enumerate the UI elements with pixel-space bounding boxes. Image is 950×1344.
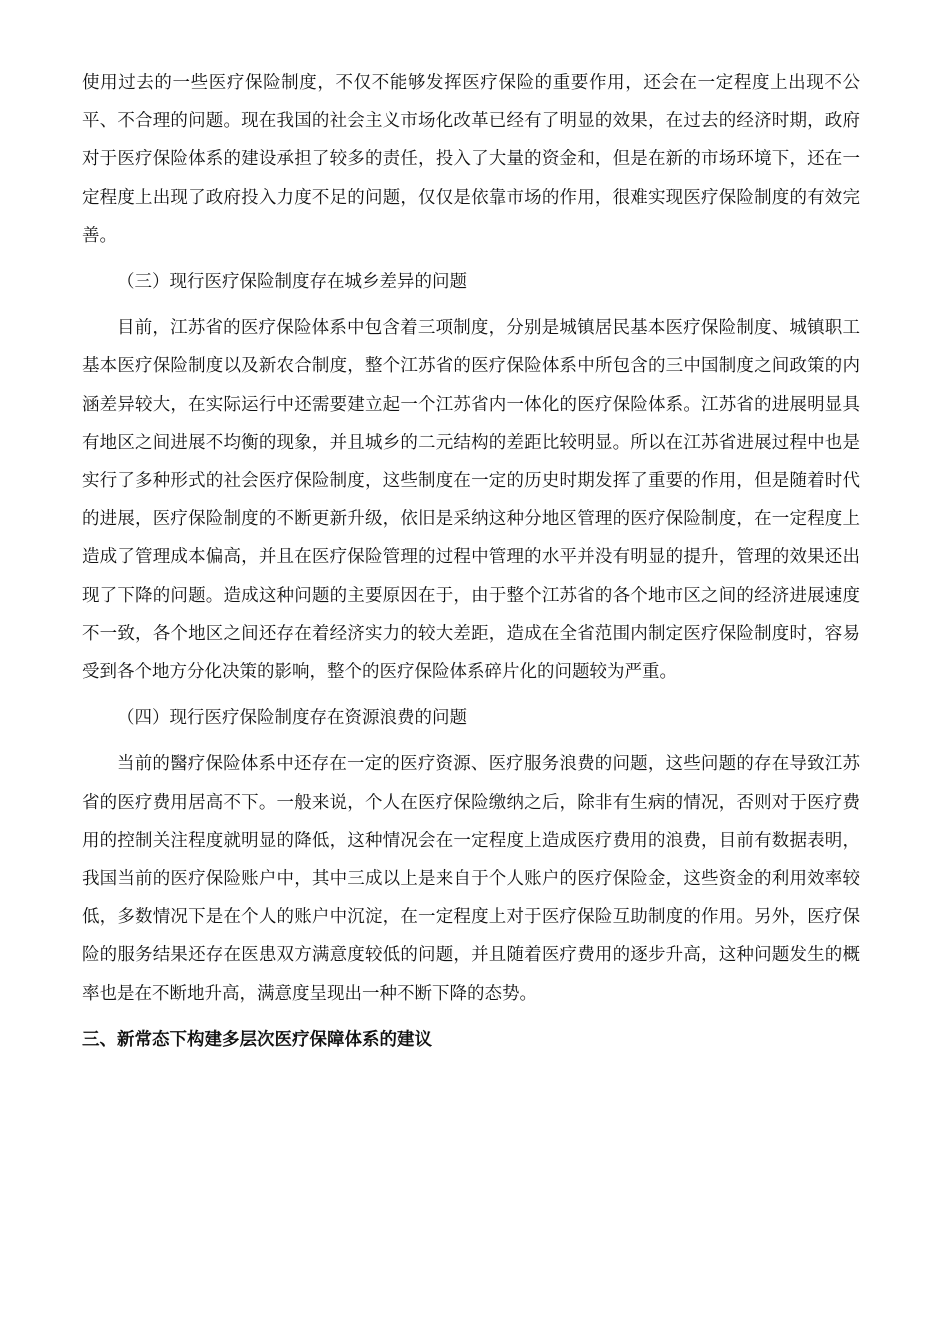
subheading-urban-rural-difference: （三）现行医疗保险制度存在城乡差异的问题 [117,272,467,293]
section-heading-suggestions: 三、新常态下构建多层次医疗保障体系的建议 [82,1029,432,1050]
body-paragraph-continued: 使用过去的一些医疗保险制度，不仅不能够发挥医疗保险的重要作用，还会在一定程度上出现不公平、不合理的问题。现在我国的社会主义市场化改革已经有了明显的效果，在过去的经济时期，政府对于医疗保险体系的建设承担了较多的责任，投入了大量的资金和，但是在新的市场环境下，还在一定程度上出现了政府投入力度不足的问题，仅仅是依靠市场的作用，很难实现医疗保险制度的有效完善。 [82,73,860,246]
body-paragraph-resource-waste: 当前的醫疗保险体系中还存在一定的医疗资源、医疗服务浪费的问题，这些问题的存在导致江苏省的医疗费用居高不下。一般来说，个人在医疗保险缴纳之后，除非有生病的情况，否则对于医疗费用的控制关注程度就明显的降低，这种情况会在一定程度上造成医疗费用的浪费，目前有数据表明，我国当前的医疗保险账户中，其中三成以上是来自于个人账户的医疗保险金，这些资金的利用效率较低，多数情况下是在个人的账户中沉淀，在一定程度上对于医疗保险互助制度的作用。另外，医疗保险的服务结果还存在医患双方满意度较低的问题，并且随着医疗费用的逐步升高，这种问题发生的概率也是在不断地升高，满意度呈现出一种不断下降的态势。 [82,754,860,1004]
body-paragraph-urban-rural: 目前，江苏省的医疗保险体系中包含着三项制度，分别是城镇居民基本医疗保险制度、城镇职工基本医疗保险制度以及新农合制度，整个江苏省的医疗保险体系中所包含的三中国制度之间政策的内涵差异较大，在实际运行中还需要建立起一个江苏省内一体化的医疗保险体系。江苏省的进展明显具有地区之间进展不均衡的现象，并且城乡的二元结构的差距比较明显。所以在江苏省进展过程中也是实行了多种形式的社会医疗保险制度，这些制度在一定的历史时期发挥了重要的作用，但是随着时代的进展，医疗保险制度的不断更新升级，依旧是采纳这种分地区管理的医疗保险制度，在一定程度上造成了管理成本偏高，并且在医疗保险管理的过程中管理的水平并没有明显的提升，管理的效果还出现了下降的问题。造成这种问题的主要原因在于，由于整个江苏省的各个地市区之间的经济进展速度不一致，各个地区之间还存在着经济实力的较大差距，造成在全省范围内制定医疗保险制度时，容易受到各个地方分化决策的影响，整个的医疗保险体系碎片化的问题较为严重。 [82,318,860,683]
subheading-resource-waste: （四）现行医疗保险制度存在资源浪费的问题 [117,708,467,729]
document-page [82,64,860,1059]
